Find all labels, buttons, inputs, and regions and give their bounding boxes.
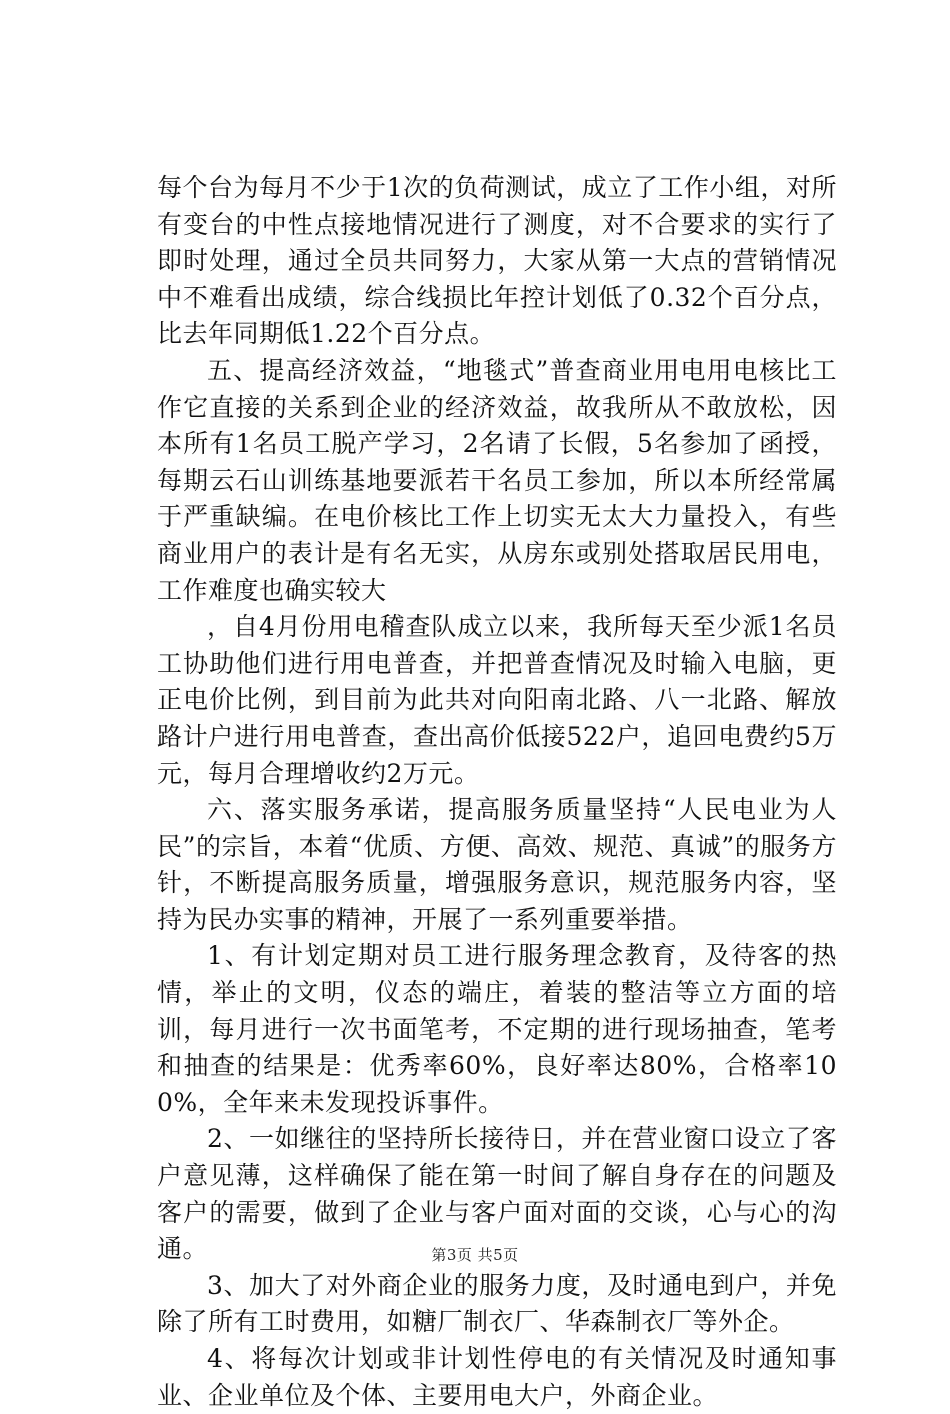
document-body bbox=[157, 170, 837, 1414]
paragraph-1: 每个台为每月不少于1次的负荷测试，成立了工作小组，对所有变台的中性点接地情况进行了测度，对不合要求的实行了即时处理，通过全员共同努力，大家从第一大点的营销情况中不难看出成绩，综合线损比年控计划低了0.32个百分点，比去年同期低1.22个百分点。 bbox=[157, 173, 837, 349]
paragraph-6: 2、一如继往的坚持所长接待日，并在营业窗口设立了客户意见薄，这样确保了能在第一时间了解自身存在的问题及客户的需要，做到了企业与客户面对面的交谈，心与心的沟通。 bbox=[157, 1124, 837, 1264]
paragraph-7: 3、加大了对外商企业的服务力度，及时通电到户，并免除了所有工时费用，如糖厂制衣厂、华森制衣厂等外企。 bbox=[157, 1270, 837, 1337]
paragraph-2: 五、提高经济效益，“地毯式”普查商业用电用电核比工作它直接的关系到企业的经济效益，故我所从不敢放松，因本所有1名员工脱产学习，2名请了长假，5名参加了函授，每期云石山训练基地要派若干名员工参加，所以本所经常属于严重缺编。在电价核比工作上切实无太大力量投入，有些商业用户的表计是有名无实，从房东或别处搭取居民用电，工作难度也确实较大 bbox=[157, 355, 837, 605]
paragraph-5: 1、有计划定期对员工进行服务理念教育，及待客的热情，举止的文明，仪态的端庄，着装的整洁等立方面的培训，每月进行一次书面笔考，不定期的进行现场抽查，笔考和抽查的结果是：优秀率60%，良好率达80%，合格率100%，全年来未发现投诉事件。 bbox=[157, 941, 837, 1117]
paragraph-4: 六、落实服务承诺，提高服务质量坚持“人民电业为人民”的宗旨，本着“优质、方便、高效、规范、真诚”的服务方针，不断提高服务质量，增强服务意识，规范服务内容，坚持为民办实事的精神，开展了一系列重要举措。 bbox=[157, 795, 837, 934]
page-footer: 第3页 共5页 bbox=[431, 1246, 519, 1264]
paragraph-8: 4、将每次计划或非计划性停电的有关情况及时通知事业、企业单位及个体、主要用电大户，外商企业。 bbox=[157, 1344, 837, 1410]
paragraph-3: ，自4月份用电稽查队成立以来，我所每天至少派1名员工协助他们进行用电普查，并把普查情况及时输入电脑，更正电价比例，到目前为此共对向阳南北路、八一北路、解放路计户进行用电普查，查出高价低接522户，追回电费约5万元，每月合理增收约2万元。 bbox=[157, 612, 837, 788]
